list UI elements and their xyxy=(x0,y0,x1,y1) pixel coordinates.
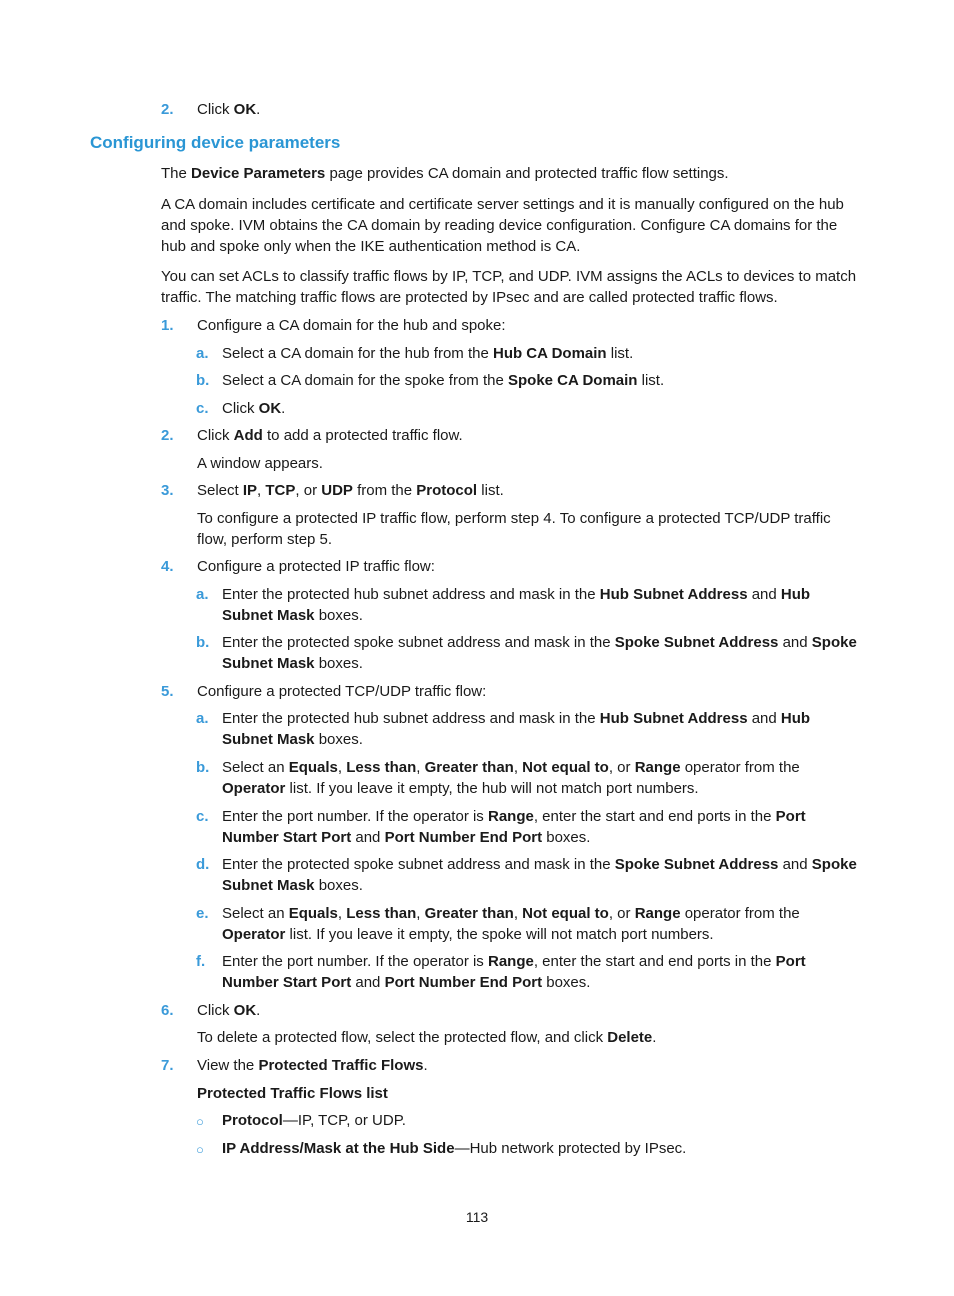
step-note: To configure a protected IP traffic flow, perform step 4. To configure a protected TCP/UDP traffic flow, perform step 5. xyxy=(197,510,831,548)
step-number: 5. xyxy=(161,683,174,700)
list-title: Protected Traffic Flows list xyxy=(197,1085,388,1102)
bullet-text: Protocol—IP, TCP, or UDP. xyxy=(222,1112,406,1129)
substep-text: Select a CA domain for the spoke from the Spoke CA Domain list. xyxy=(222,372,665,389)
paragraph: The Device Parameters page provides CA domain and protected traffic flow settings. xyxy=(161,165,729,182)
bullet-text: IP Address/Mask at the Hub Side—Hub network protected by IPsec. xyxy=(222,1140,687,1157)
step-text: View the Protected Traffic Flows. xyxy=(197,1057,428,1074)
section-heading: Configuring device parameters xyxy=(90,133,341,152)
step-text: Click Add to add a protected traffic flow. xyxy=(197,427,463,444)
step-text: Click OK. xyxy=(197,101,261,118)
step-number: 1. xyxy=(161,317,174,334)
step-note: A window appears. xyxy=(197,455,323,472)
substep-text: Click OK. xyxy=(222,400,286,417)
substep-text: Enter the protected hub subnet address and mask in the Hub Subnet Address and Hub Subnet Mask boxes. xyxy=(222,710,811,748)
substep-letter: b. xyxy=(196,372,210,389)
substep-letter: a. xyxy=(196,345,209,362)
step-text: Click OK. xyxy=(197,1002,261,1019)
step-number: 4. xyxy=(161,558,174,575)
substep-letter: c. xyxy=(196,400,209,417)
step-number: 6. xyxy=(161,1002,174,1019)
substep-letter: b. xyxy=(196,634,210,651)
step-number: 3. xyxy=(161,482,174,499)
substep-letter: c. xyxy=(196,808,209,825)
substep-text: Select an Equals, Less than, Greater than, Not equal to, or Range operator from the Operator list. If you leave it empty, the hub will not match port numbers. xyxy=(222,759,800,797)
substep-text: Enter the protected hub subnet address and mask in the Hub Subnet Address and Hub Subnet Mask boxes. xyxy=(222,586,811,624)
step-number: 2. xyxy=(161,101,174,118)
substep-text: Enter the protected spoke subnet address and mask in the Spoke Subnet Address and Spoke Subnet Mask boxes. xyxy=(222,856,857,894)
page-number: 113 xyxy=(465,1209,489,1225)
step-text: Configure a CA domain for the hub and spoke: xyxy=(197,317,506,334)
step-number: 7. xyxy=(161,1057,174,1074)
bullet-circle-icon: ○ xyxy=(196,1142,204,1157)
substep-letter: e. xyxy=(196,905,209,922)
step-text: Configure a protected IP traffic flow: xyxy=(197,558,435,575)
step-number: 2. xyxy=(161,427,174,444)
substep-letter: a. xyxy=(196,586,209,603)
substep-text: Enter the protected spoke subnet address and mask in the Spoke Subnet Address and Spoke Subnet Mask boxes. xyxy=(222,634,857,672)
substep-letter: b. xyxy=(196,759,210,776)
step-note: To delete a protected flow, select the protected flow, and click Delete. xyxy=(197,1029,657,1046)
substep-text: Enter the port number. If the operator is Range, enter the start and end ports in the Port Number Start Port and Port Number End Port boxes. xyxy=(222,953,806,991)
step-text: Select IP, TCP, or UDP from the Protocol list. xyxy=(197,482,504,499)
paragraph: You can set ACLs to classify traffic flows by IP, TCP, and UDP. IVM assigns the ACLs to devices to match traffic. The matching traffic flows are protected by IPsec and are called protected traffic flows. xyxy=(161,268,857,306)
substep-text: Select a CA domain for the hub from the Hub CA Domain list. xyxy=(222,345,634,362)
substep-letter: a. xyxy=(196,710,209,727)
step-text: Configure a protected TCP/UDP traffic flow: xyxy=(197,683,487,700)
substep-letter: d. xyxy=(196,856,210,873)
substep-text: Enter the port number. If the operator is Range, enter the start and end ports in the Port Number Start Port and Port Number End Port boxes. xyxy=(222,808,806,846)
substep-letter: f. xyxy=(196,953,206,970)
paragraph: A CA domain includes certificate and certificate server settings and it is manually configured on the hub and spoke. IVM obtains the CA domain by reading device configuration. Configure CA domains for the hub and spoke only when the IKE authentication method is CA. xyxy=(161,196,844,255)
substep-text: Select an Equals, Less than, Greater than, Not equal to, or Range operator from the Operator list. If you leave it empty, the spoke will not match port numbers. xyxy=(222,905,800,943)
bullet-circle-icon: ○ xyxy=(196,1114,204,1129)
